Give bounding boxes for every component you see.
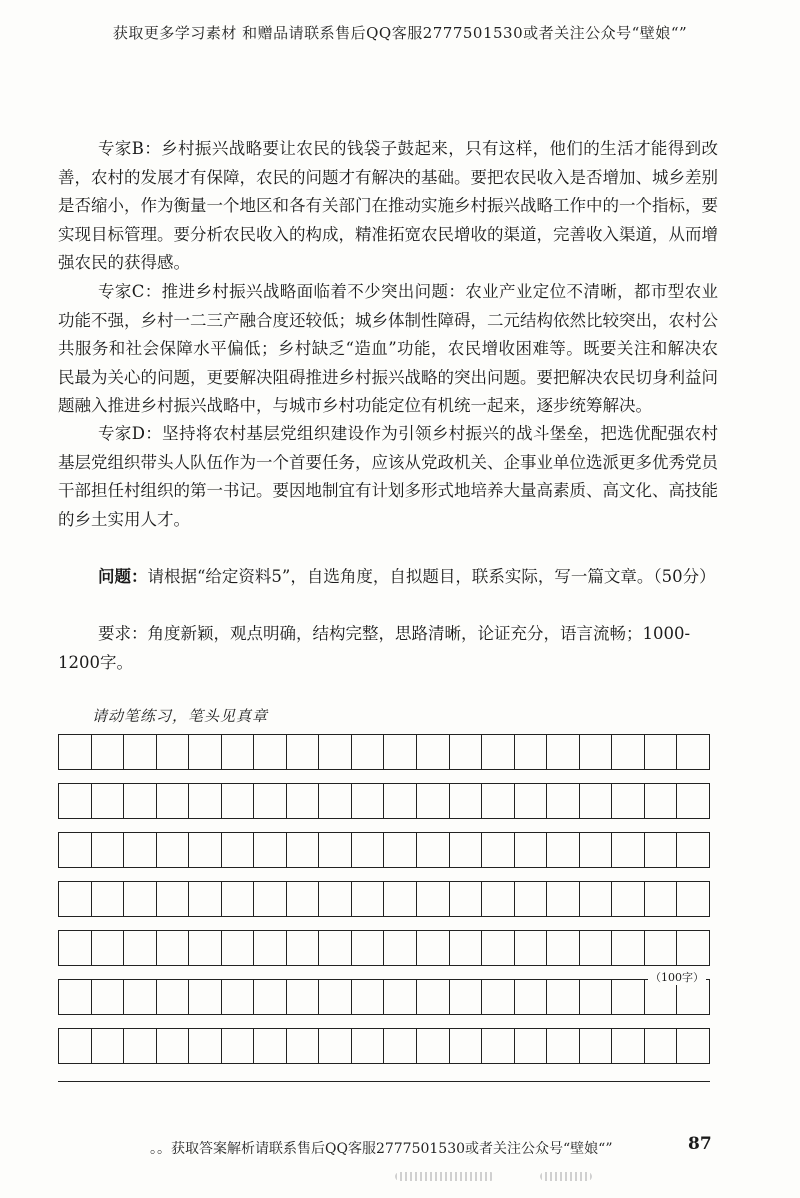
- paragraph-expert-c: 专家C：推进乡村振兴战略面临着不少突出问题：农业产业定位不清晰，都市型农业功能不强，乡村一二三产融合度还较低；城乡体制性障碍，二元结构依然比较突出，农村公共服务和社会保障水平偏低；乡村缺乏“造血”功能，农民增收困难等。既要关注和解决农民最为关心的问题，更要解决阻碍推进乡村振兴战略的突出问题。要把解决农民切身利益问题融入推进乡村振兴战略中，与城市乡村功能定位有机统一起来，逐步统筹解决。: [58, 282, 718, 416]
- grid-cell: [482, 930, 515, 966]
- grid-cell: [222, 1028, 255, 1064]
- grid-cell: [157, 930, 190, 966]
- grid-cell: [417, 930, 450, 966]
- grid-cell: [612, 930, 645, 966]
- grid-cell: [124, 979, 157, 1015]
- grid-cell: [124, 734, 157, 770]
- grid-cell: [677, 734, 710, 770]
- bottom-rule: [58, 1081, 710, 1082]
- grid-cell: [645, 734, 678, 770]
- question-text: 请根据“给定资料5”，自选角度，自拟题目，联系实际，写一篇文章。（50分）: [147, 567, 716, 586]
- grid-cell: [450, 734, 483, 770]
- grid-cell: [384, 1028, 417, 1064]
- grid-cell: [677, 930, 710, 966]
- grid-cell: [59, 979, 92, 1015]
- grid-cell: [612, 734, 645, 770]
- grid-cell: [515, 832, 548, 868]
- grid-cell: [157, 979, 190, 1015]
- grid-cell: [384, 783, 417, 819]
- grid-cell: [287, 930, 320, 966]
- grid-row: [58, 930, 710, 966]
- grid-cell: [482, 832, 515, 868]
- grid-cell: [352, 832, 385, 868]
- grid-cell: [189, 734, 222, 770]
- grid-cell: [222, 734, 255, 770]
- grid-cell: [352, 734, 385, 770]
- grid-cell: [352, 1028, 385, 1064]
- grid-cell: [254, 930, 287, 966]
- grid-cell: [417, 783, 450, 819]
- question: [58, 563, 718, 592]
- grid-cell: [59, 1028, 92, 1064]
- grid-cell: [59, 832, 92, 868]
- grid-cell: [189, 1028, 222, 1064]
- grid-cell: [157, 1028, 190, 1064]
- grid-cell: [124, 1028, 157, 1064]
- grid-cell: [352, 930, 385, 966]
- grid-cell: [157, 783, 190, 819]
- footer-dots: 。。: [150, 1141, 171, 1157]
- grid-cell: [59, 734, 92, 770]
- page-number: 87: [688, 1134, 712, 1154]
- grid-cell: [222, 783, 255, 819]
- grid-cell: [222, 881, 255, 917]
- grid-cell: [547, 783, 580, 819]
- grid-cell: [482, 881, 515, 917]
- grid-cell: [287, 783, 320, 819]
- grid-cell: [319, 734, 352, 770]
- grid-cell: [547, 881, 580, 917]
- grid-row: [58, 881, 710, 917]
- grid-cell: [92, 832, 125, 868]
- grid-cell: [515, 979, 548, 1015]
- grid-cell: [222, 930, 255, 966]
- practice-title: 请动笔练习，笔头见真章: [92, 707, 269, 725]
- grid-cell: [482, 783, 515, 819]
- grid-row: [58, 734, 710, 770]
- grid-cell: [547, 734, 580, 770]
- grid-cell: [547, 1028, 580, 1064]
- grid-cell: [157, 881, 190, 917]
- grid-cell: [319, 783, 352, 819]
- grid-cell: [547, 979, 580, 1015]
- grid-cell: [189, 979, 222, 1015]
- question-label: 问题：: [98, 567, 148, 586]
- grid-cell: [515, 1028, 548, 1064]
- paragraph-expert-d: 专家D：坚持将农村基层党组织建设作为引领乡村振兴的战斗堡垒，把选优配强农村基层党组织带头人队伍作为一个首要任务，应该从党政机关、企事业单位选派更多优秀党员干部担任村组织的第一书记。要因地制宜有计划多形式地培养大量高素质、高文化、高技能的乡土实用人才。: [58, 424, 718, 529]
- grid-cell: [515, 881, 548, 917]
- grid-row: [58, 1028, 710, 1064]
- grid-cell: [645, 881, 678, 917]
- grid-cell: [417, 881, 450, 917]
- grid-row: [58, 979, 710, 1015]
- grid-cell: [580, 881, 613, 917]
- grid-cell: [287, 881, 320, 917]
- grid-cell: [157, 734, 190, 770]
- grid-cell: [254, 832, 287, 868]
- grid-cell: [417, 979, 450, 1015]
- grid-cell: [450, 930, 483, 966]
- grid-cell: [547, 930, 580, 966]
- footer-note-text: 获取答案解析请联系售后QQ客服2777501530或者关注公众号“壁娘“”: [171, 1141, 613, 1157]
- grid-cell: [254, 881, 287, 917]
- grid-cell: [124, 930, 157, 966]
- grid-cell: [612, 783, 645, 819]
- grid-cell: [450, 783, 483, 819]
- grid-cell: [384, 881, 417, 917]
- grid-cell: [254, 1028, 287, 1064]
- grid-cell: [352, 783, 385, 819]
- grid-cell: [287, 734, 320, 770]
- grid-cell: [287, 1028, 320, 1064]
- grid-cell: [124, 783, 157, 819]
- grid-cell: [482, 1028, 515, 1064]
- grid-cell: [677, 1028, 710, 1064]
- header-note: 获取更多学习素材 和赠品请联系售后QQ客服2777501530或者关注公众号“壁娘“”: [112, 24, 688, 42]
- writing-grid: [58, 734, 710, 1064]
- word-count-mark: （100字）: [650, 971, 704, 984]
- grid-cell: [547, 832, 580, 868]
- requirement: 要求：角度新颖，观点明确，结构完整，思路清晰，论证充分，语言流畅；1000-1200字。: [58, 624, 691, 672]
- grid-cell: [92, 881, 125, 917]
- grid-cell: [384, 832, 417, 868]
- grid-cell: [384, 979, 417, 1015]
- grid-cell: [319, 881, 352, 917]
- grid-cell: [222, 832, 255, 868]
- grid-cell: [482, 979, 515, 1015]
- grid-cell: [417, 832, 450, 868]
- grid-row: [58, 783, 710, 819]
- grid-cell: [189, 930, 222, 966]
- grid-cell: [450, 881, 483, 917]
- grid-cell: [319, 979, 352, 1015]
- grid-cell: [645, 832, 678, 868]
- grid-cell: [319, 1028, 352, 1064]
- scan-smudge: [395, 1172, 495, 1181]
- grid-cell: [450, 1028, 483, 1064]
- grid-cell: [612, 832, 645, 868]
- grid-cell: [580, 979, 613, 1015]
- grid-cell: [254, 979, 287, 1015]
- grid-cell: [515, 930, 548, 966]
- grid-cell: [515, 734, 548, 770]
- grid-cell: [645, 930, 678, 966]
- scan-smudge: [540, 1172, 592, 1181]
- grid-cell: [92, 783, 125, 819]
- grid-cell: [287, 832, 320, 868]
- grid-cell: [677, 783, 710, 819]
- grid-cell: [59, 930, 92, 966]
- grid-cell: [450, 832, 483, 868]
- grid-cell: [612, 1028, 645, 1064]
- grid-cell: [352, 881, 385, 917]
- grid-cell: [482, 734, 515, 770]
- grid-cell: [580, 930, 613, 966]
- grid-cell: [384, 734, 417, 770]
- grid-cell: [645, 783, 678, 819]
- grid-cell: [580, 783, 613, 819]
- grid-row: [58, 832, 710, 868]
- grid-cell: [189, 783, 222, 819]
- grid-cell: [59, 783, 92, 819]
- grid-cell: [222, 979, 255, 1015]
- grid-cell: [92, 734, 125, 770]
- grid-cell: [124, 832, 157, 868]
- grid-cell: [384, 930, 417, 966]
- grid-cell: [189, 881, 222, 917]
- grid-cell: [254, 783, 287, 819]
- grid-cell: [319, 930, 352, 966]
- grid-cell: [580, 832, 613, 868]
- grid-cell: [645, 1028, 678, 1064]
- grid-cell: [92, 1028, 125, 1064]
- grid-cell: [612, 881, 645, 917]
- paragraph-expert-b: 专家B：乡村振兴战略要让农民的钱袋子鼓起来，只有这样，他们的生活才能得到改善，农村的发展才有保障，农民的问题才有解决的基础。要把农民收入是否增加、城乡差别是否缩小，作为衡量一个地区和各有关部门在推动实施乡村振兴战略工作中的一个指标，要实现目标管理。要分析农民收入的构成，精准拓宽农民增收的渠道，完善收入渠道，从而增强农民的获得感。: [58, 139, 718, 273]
- grid-cell: [612, 979, 645, 1015]
- grid-cell: [580, 734, 613, 770]
- grid-cell: [157, 832, 190, 868]
- grid-cell: [450, 979, 483, 1015]
- grid-cell: [92, 930, 125, 966]
- grid-cell: [417, 734, 450, 770]
- grid-cell: [352, 979, 385, 1015]
- grid-cell: [417, 1028, 450, 1064]
- grid-cell: [580, 1028, 613, 1064]
- grid-cell: [124, 881, 157, 917]
- grid-cell: [189, 832, 222, 868]
- grid-cell: [59, 881, 92, 917]
- grid-cell: [254, 734, 287, 770]
- grid-cell: [677, 881, 710, 917]
- grid-cell: [677, 832, 710, 868]
- grid-cell: [287, 979, 320, 1015]
- grid-cell: [515, 783, 548, 819]
- grid-cell: [92, 979, 125, 1015]
- grid-cell: [319, 832, 352, 868]
- footer-note: [150, 1138, 613, 1158]
